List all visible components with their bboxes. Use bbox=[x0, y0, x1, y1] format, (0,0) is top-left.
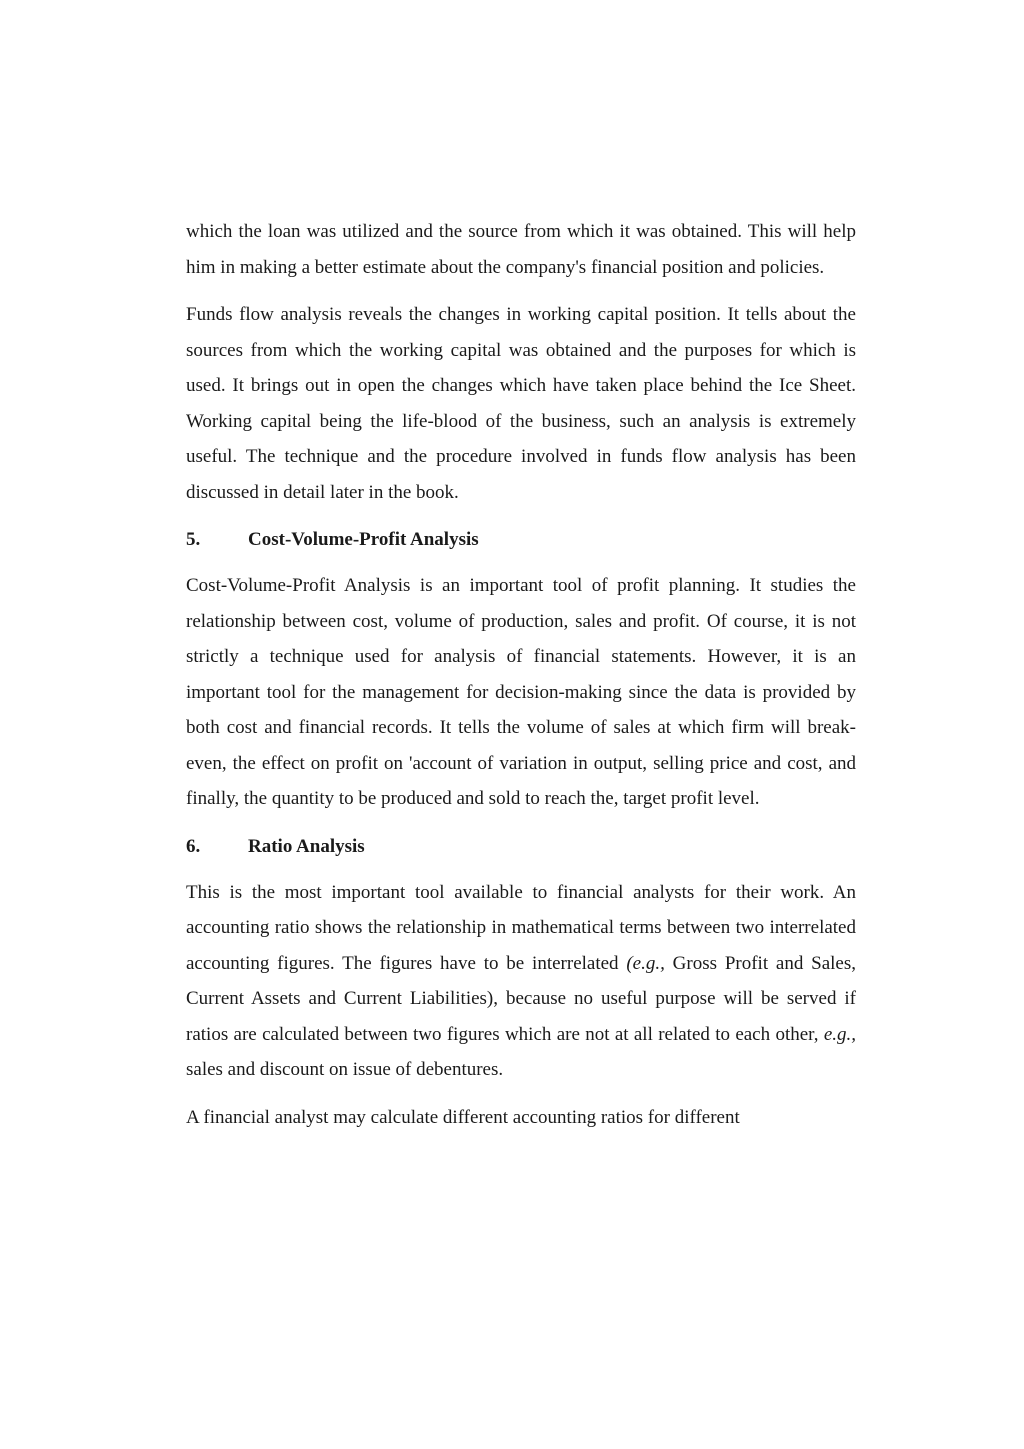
text-run: This is the most important tool available to financial analysts for their work. An accounting ratio shows the relationship in mathematical terms between two interrelated accounting figures. The figures have to be interrelated bbox=[186, 881, 856, 974]
section-title: Ratio Analysis bbox=[248, 835, 365, 857]
paragraph-financial-analyst: A financial analyst may calculate different accounting ratios for different bbox=[186, 1106, 740, 1128]
paragraph-cvp-analysis: Cost-Volume-Profit Analysis is an important tool of profit planning. It studies the relationship between cost, volume of production, sales and profit. Of course, it is not strictly a technique used for analysis of financial statements. However, it is an important tool for the management for decision-making since the data is provided by both cost and financial records. It tells the volume of sales at which firm will break-even, the effect on profit on 'account of variation in output, selling price and cost, and finally, the quantity to be produced and sold to reach the, target profit level. bbox=[186, 575, 856, 809]
section-heading-ratio bbox=[186, 829, 856, 864]
paragraph-ratio-analysis bbox=[186, 875, 856, 1088]
section-number: 6. bbox=[186, 835, 201, 857]
italic-text: e.g., bbox=[823, 1023, 856, 1045]
text-run: Gross Profit and Sales, Current Assets and Current Liabilities), because no useful purpose will be served if ratios are calculated between two figures which are not at all related to each other, bbox=[186, 952, 857, 1045]
text-run: sales and discount on issue of debentures. bbox=[186, 1059, 504, 1080]
section-number: 5. bbox=[186, 529, 201, 550]
paragraph-funds-flow: Funds flow analysis reveals the changes in working capital position. It tells about the sources from which the working capital was obtained and the purposes for which is used. It brings out in open the changes which have taken place behind the Ice Sheet. Working capital being the life-blood of the business, such an analysis is extremely useful. The technique and the procedure involved in funds flow analysis has been discussed in detail later in the book. bbox=[186, 304, 856, 503]
paragraph-loan-utilization: which the loan was utilized and the source from which it was obtained. This will help him in making a better estimate about the company's financial position and policies. bbox=[186, 221, 856, 278]
section-heading-cvp bbox=[186, 522, 856, 557]
document-page bbox=[186, 214, 856, 1147]
italic-text: (e.g., bbox=[626, 952, 665, 974]
section-title: Cost-Volume-Profit Analysis bbox=[248, 529, 479, 550]
